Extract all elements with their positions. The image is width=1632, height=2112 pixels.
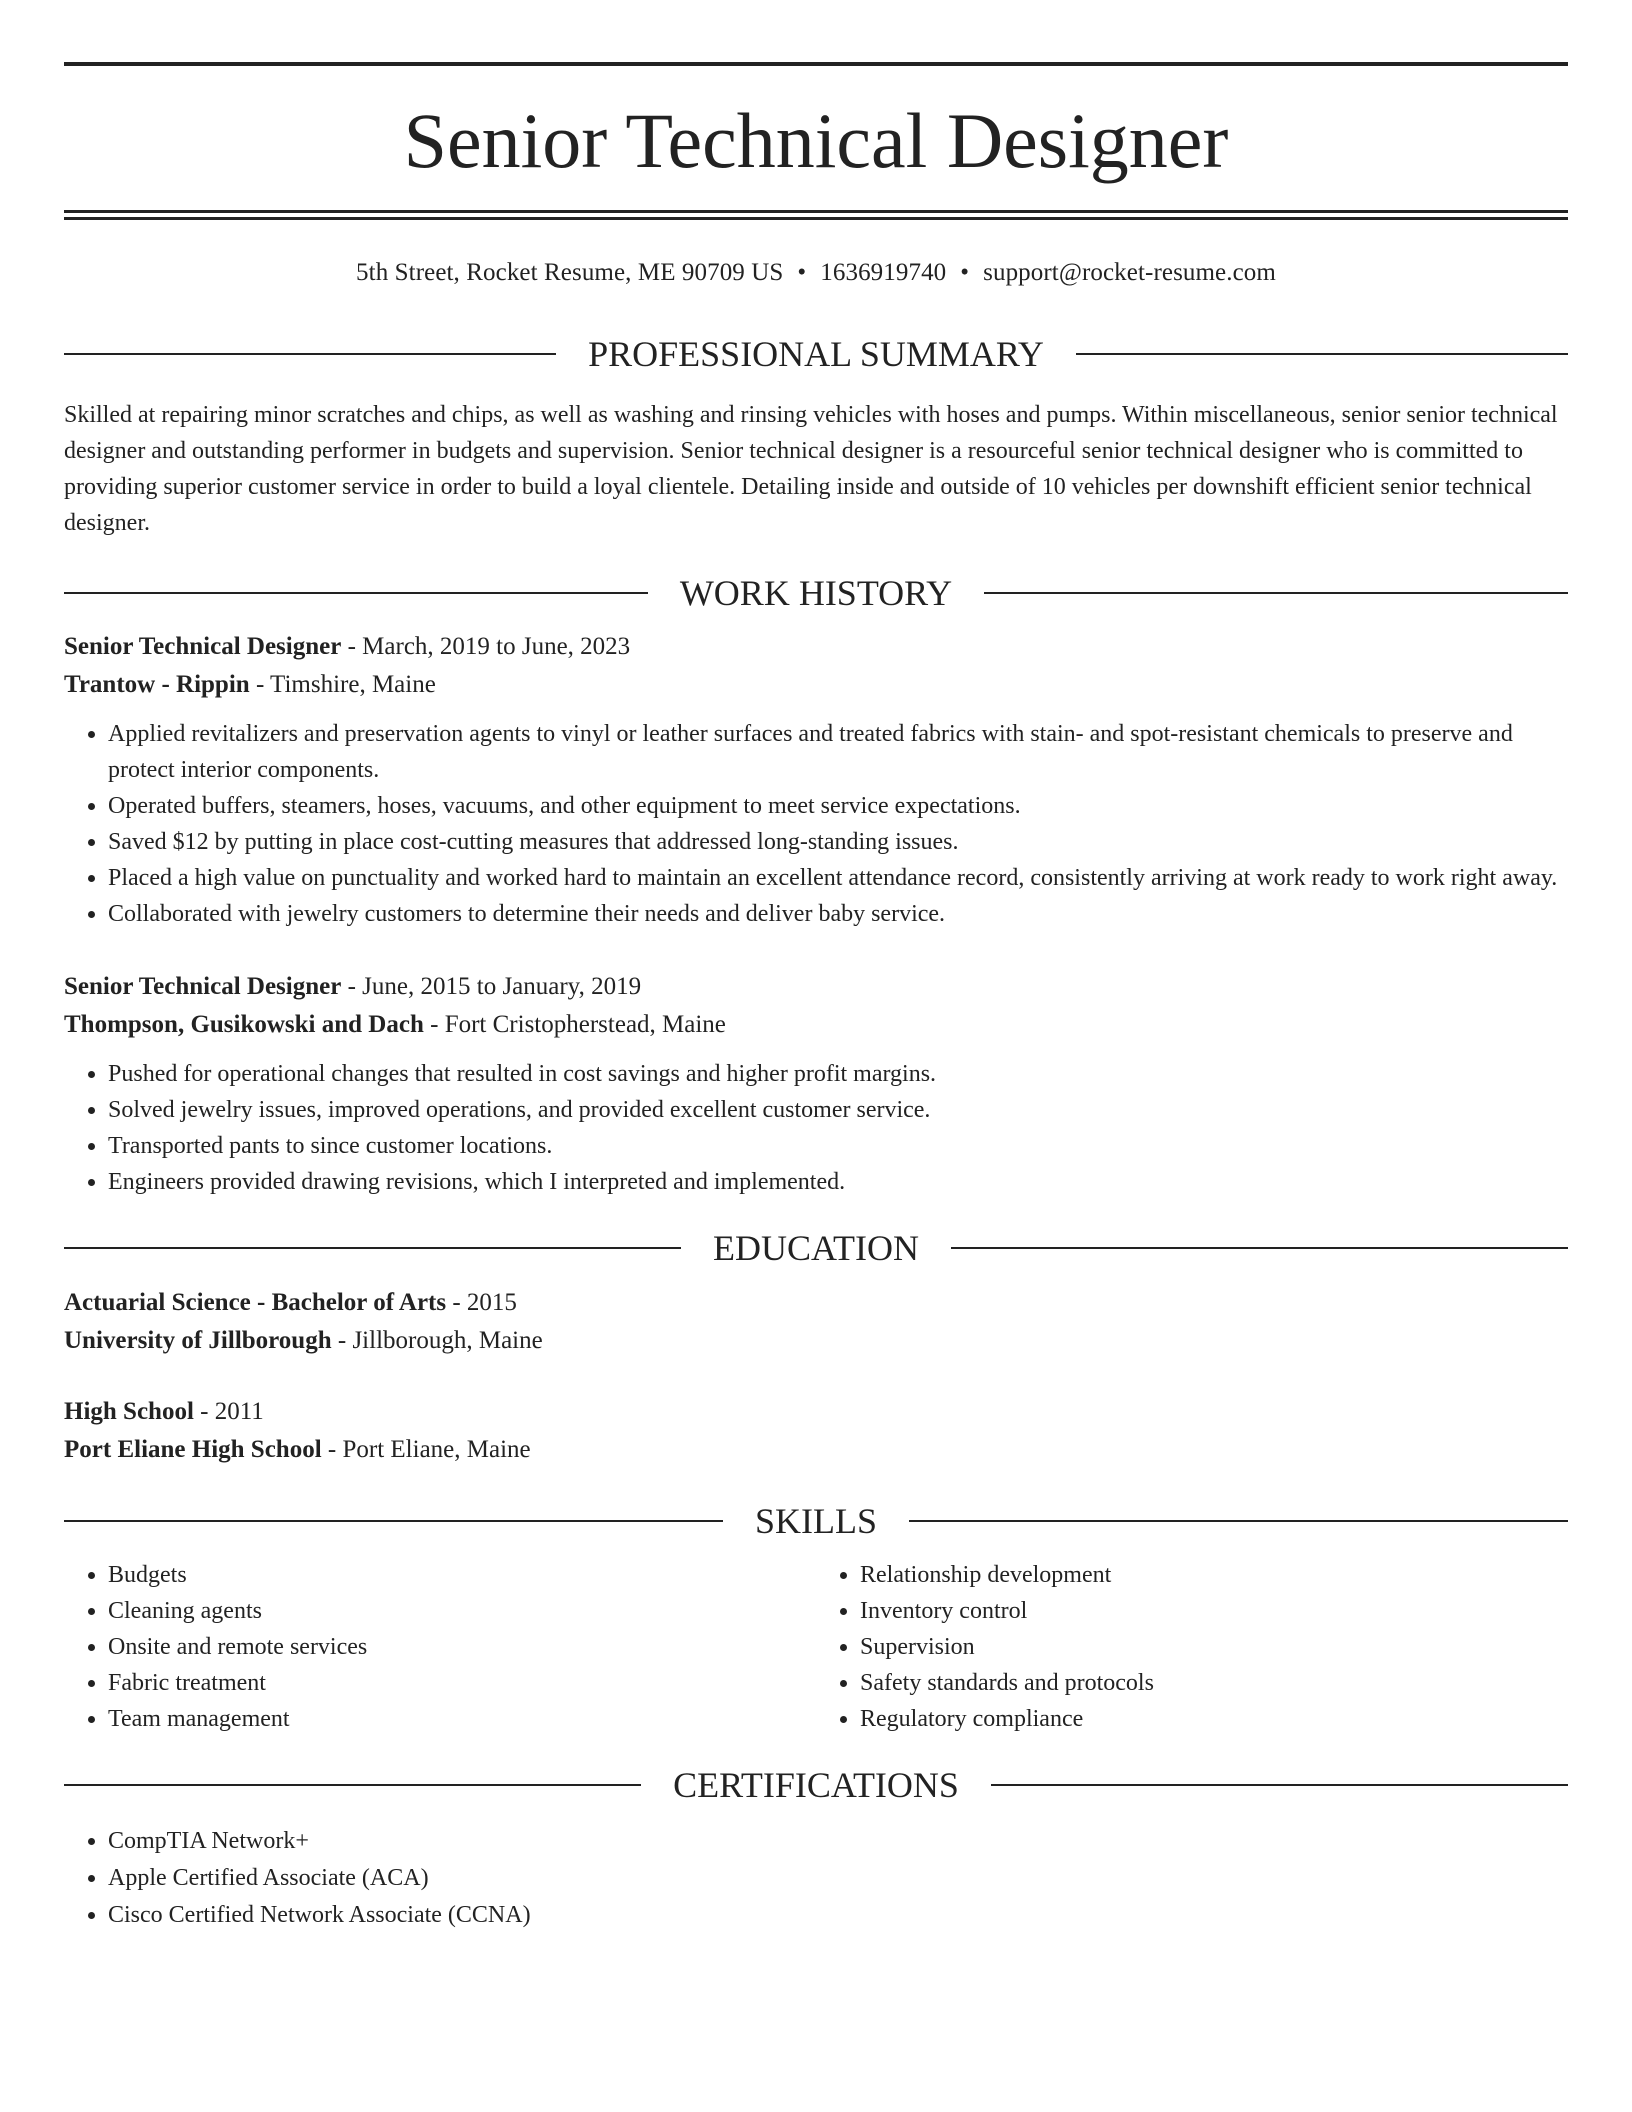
education-location: - Jillborough, Maine bbox=[331, 1327, 543, 1354]
education-school: University of Jillborough bbox=[64, 1327, 332, 1354]
contact-phone[interactable]: 1636919740 bbox=[820, 259, 947, 286]
job-bullet: • Solved jewelry issues, improved operations, and provided excellent customer service. bbox=[108, 1092, 1568, 1128]
section-rule-left bbox=[64, 1247, 681, 1249]
contact-separator: • bbox=[960, 259, 970, 286]
job-title: Senior Technical Designer bbox=[64, 633, 342, 660]
section-rule-right bbox=[984, 592, 1568, 594]
skill-item: • Fabric treatment bbox=[108, 1665, 816, 1701]
section-title-work: WORK HISTORY bbox=[679, 573, 953, 613]
skills-grid bbox=[64, 1557, 1568, 1737]
job-company: Trantow - Rippin bbox=[64, 671, 250, 698]
education-year: - 2011 bbox=[193, 1398, 264, 1425]
section-rule-right bbox=[1076, 353, 1568, 355]
education-school-line bbox=[64, 1431, 1568, 1469]
education-degree: Actuarial Science - Bachelor of Arts bbox=[64, 1289, 447, 1316]
section-rule-left bbox=[64, 1520, 723, 1522]
contact-email[interactable]: support@rocket-resume.com bbox=[983, 259, 1276, 286]
education-school-line bbox=[64, 1322, 1568, 1360]
job-bullets bbox=[64, 716, 1568, 932]
education-entry bbox=[64, 1284, 1568, 1360]
section-rule-right bbox=[909, 1520, 1568, 1522]
job-bullet: • Saved $12 by putting in place cost-cutting measures that addressed long-standing issues. bbox=[108, 824, 1568, 860]
section-header-summary bbox=[64, 336, 1568, 372]
education-school: Port Eliane High School bbox=[64, 1436, 322, 1463]
contact-line bbox=[64, 259, 1568, 287]
job-bullet: • Applied revitalizers and preservation agents to vinyl or leather surfaces and treated fabrics with stain- and spot-resistant chemicals to preserve and protect interior components. bbox=[108, 716, 1568, 788]
certification-item: • Cisco Certified Network Associate (CCNA) bbox=[108, 1897, 1568, 1934]
contact-separator: • bbox=[797, 259, 807, 286]
section-rule-right bbox=[991, 1784, 1568, 1786]
section-rule-left bbox=[64, 1784, 641, 1786]
education-list bbox=[64, 1284, 1568, 1469]
skill-item: • Cleaning agents bbox=[108, 1593, 816, 1629]
certification-item: • CompTIA Network+ bbox=[108, 1823, 1568, 1860]
education-degree-line bbox=[64, 1393, 1568, 1431]
job-entry bbox=[64, 628, 1568, 932]
job-title-line bbox=[64, 628, 1568, 666]
skill-item: • Budgets bbox=[108, 1557, 816, 1593]
job-bullet: • Pushed for operational changes that resulted in cost savings and higher profit margins. bbox=[108, 1056, 1568, 1092]
education-degree-line bbox=[64, 1284, 1568, 1322]
header-double-rule bbox=[64, 210, 1568, 220]
section-header-work bbox=[64, 575, 1568, 611]
top-rule bbox=[64, 62, 1568, 66]
job-dates: - June, 2015 to January, 2019 bbox=[341, 973, 642, 1000]
certifications-list bbox=[64, 1823, 1568, 1934]
job-company-line bbox=[64, 666, 1568, 704]
job-company: Thompson, Gusikowski and Dach bbox=[64, 1011, 424, 1038]
skill-item: • Relationship development bbox=[860, 1557, 1568, 1593]
job-entry bbox=[64, 968, 1568, 1200]
skill-item: • Team management bbox=[108, 1701, 816, 1737]
education-year: - 2015 bbox=[446, 1289, 517, 1316]
job-bullets bbox=[64, 1056, 1568, 1200]
job-title: Senior Technical Designer bbox=[64, 973, 342, 1000]
section-title-skills: SKILLS bbox=[755, 1501, 878, 1541]
education-location: - Port Eliane, Maine bbox=[321, 1436, 531, 1463]
section-header-skills bbox=[64, 1503, 1568, 1539]
section-header-certifications bbox=[64, 1767, 1568, 1803]
section-rule-right bbox=[951, 1247, 1568, 1249]
skill-item: • Inventory control bbox=[860, 1593, 1568, 1629]
skill-item: • Regulatory compliance bbox=[860, 1701, 1568, 1737]
job-bullet: • Operated buffers, steamers, hoses, vacuums, and other equipment to meet service expectations. bbox=[108, 788, 1568, 824]
job-dates: - March, 2019 to June, 2023 bbox=[341, 633, 631, 660]
job-title-line bbox=[64, 968, 1568, 1006]
job-bullet: • Engineers provided drawing revisions, which I interpreted and implemented. bbox=[108, 1164, 1568, 1200]
job-bullet: • Transported pants to since customer locations. bbox=[108, 1128, 1568, 1164]
skill-item: • Onsite and remote services bbox=[108, 1629, 816, 1665]
job-company-line bbox=[64, 1006, 1568, 1044]
contact-address: 5th Street, Rocket Resume, ME 90709 US bbox=[356, 259, 784, 286]
certification-item: • Apple Certified Associate (ACA) bbox=[108, 1860, 1568, 1897]
education-entry bbox=[64, 1393, 1568, 1469]
education-degree: High School bbox=[64, 1398, 194, 1425]
summary-text: Skilled at repairing minor scratches and chips, as well as washing and rinsing vehicles with hoses and pumps. Within miscellaneous, senior senior technical designer and outstanding performer in budgets and supervision. Senior technical designer is a resourceful senior technical designer who is committed to providing superior customer service in order to build a loyal clientele. Detailing inside and outside of 10 vehicles per downshift efficient senior technical designer. bbox=[64, 402, 1558, 536]
skill-item: • Safety standards and protocols bbox=[860, 1665, 1568, 1701]
skills-column-right bbox=[816, 1557, 1568, 1737]
skill-item: • Supervision bbox=[860, 1629, 1568, 1665]
section-header-education bbox=[64, 1230, 1568, 1266]
section-title-certifications: CERTIFICATIONS bbox=[673, 1765, 959, 1805]
work-history-list bbox=[64, 628, 1568, 1200]
section-title-summary: PROFESSIONAL SUMMARY bbox=[588, 334, 1044, 374]
resume-name: Senior Technical Designer bbox=[403, 97, 1229, 184]
skills-column-left bbox=[64, 1557, 816, 1737]
job-location: - Fort Cristopherstead, Maine bbox=[423, 1011, 726, 1038]
job-bullet: • Collaborated with jewelry customers to determine their needs and deliver baby service. bbox=[108, 896, 1568, 932]
job-bullet: • Placed a high value on punctuality and worked hard to maintain an excellent attendance record, consistently arriving at work ready to work right away. bbox=[108, 860, 1568, 896]
section-rule-left bbox=[64, 353, 556, 355]
section-title-education: EDUCATION bbox=[713, 1228, 919, 1268]
job-location: - Timshire, Maine bbox=[249, 671, 436, 698]
section-rule-left bbox=[64, 592, 648, 594]
